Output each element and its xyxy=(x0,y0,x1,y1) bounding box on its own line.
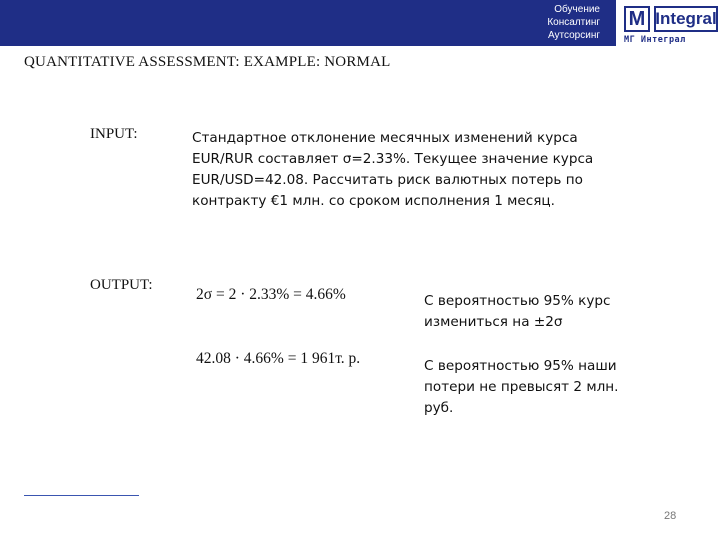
logo-name-box: Integral xyxy=(654,6,718,32)
footer-divider xyxy=(24,495,139,496)
service-training: Обучение xyxy=(554,4,600,15)
logo-subtitle: МГ Интеграл xyxy=(624,35,686,45)
service-consulting: Консалтинг xyxy=(547,17,600,28)
note-rate-change: С вероятностью 95% курс измениться на ±2σ xyxy=(424,293,611,330)
output-label: OUTPUT: xyxy=(90,277,153,293)
page-number: 28 xyxy=(664,510,677,522)
header-bar xyxy=(0,0,616,46)
company-logo xyxy=(622,2,720,48)
services-list xyxy=(547,3,600,42)
slide-title: QUANTITATIVE ASSESSMENT: EXAMPLE: NORMAL xyxy=(24,54,391,70)
formula-loss: 42.08 · 4.66% = 1 961т. р. xyxy=(196,350,361,367)
note-loss-limit: С вероятностью 95% наши потери не превысят 2 млн. руб. xyxy=(424,358,619,416)
formula-two-sigma: 2σ = 2 · 2.33% = 4.66% xyxy=(196,286,346,303)
input-label: INPUT: xyxy=(90,126,138,142)
logo-letter-box: M xyxy=(624,6,650,32)
input-description: Стандартное отклонение месячных изменений курса EUR/RUR составляет σ=2.33%. Текущее значение курса EUR/USD=42.08. Рассчитать риск валютных потерь по контракту €1 млн. со сроком исполнения 1 месяц. xyxy=(192,130,594,209)
service-outsourcing: Аутсорсинг xyxy=(547,30,600,41)
